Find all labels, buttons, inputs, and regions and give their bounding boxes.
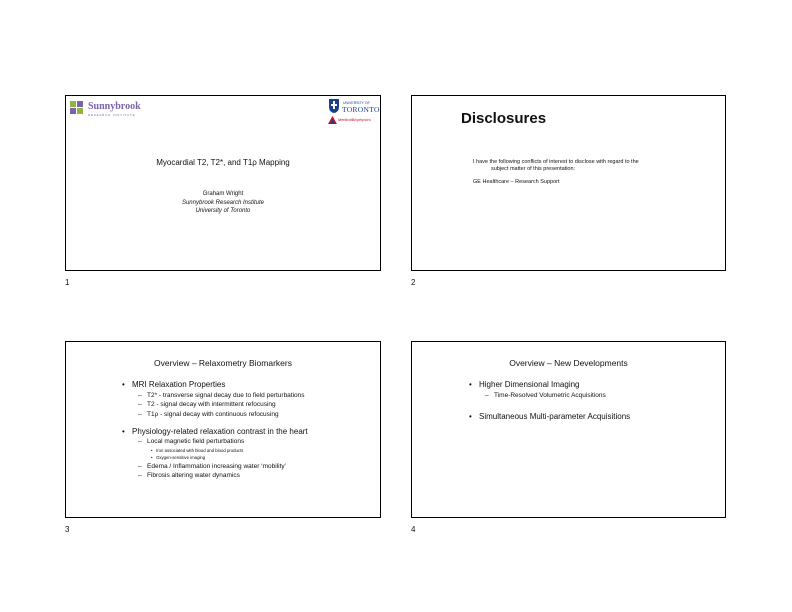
sub-bullet: – T1ρ - signal decay with continuous refocusing bbox=[122, 411, 372, 418]
slide-3-title: Overview – Relaxometry Biomarkers bbox=[154, 358, 292, 368]
slide-3-number: 3 bbox=[65, 525, 70, 534]
bullet: • Simultaneous Multi-parameter Acquisitions bbox=[469, 412, 719, 421]
sub-sub-bullet: • Oxygen-sensitive imaging bbox=[122, 455, 372, 460]
sub-bullet: – T2* - transverse signal decay due to field perturbations bbox=[122, 392, 372, 399]
sub-bullet: – T2 - signal decay with intermittent refocusing bbox=[122, 401, 372, 408]
biophysics-emblem-icon bbox=[328, 116, 337, 124]
slide-2-body bbox=[473, 159, 713, 186]
sub-bullet: – Time-Resolved Volumetric Acquisitions bbox=[469, 392, 719, 399]
slide-3-bullets bbox=[122, 380, 372, 479]
slide-4-number: 4 bbox=[411, 525, 416, 534]
uoft-crest-icon bbox=[328, 98, 340, 114]
medical-biophysics-text: MedicalBiophysics bbox=[338, 117, 371, 122]
uoft-logo bbox=[328, 97, 382, 129]
slide-3 bbox=[65, 341, 381, 518]
slide-1 bbox=[65, 95, 381, 271]
slide-4-bullets bbox=[469, 380, 719, 421]
sub-bullet: – Edema / Inflammation increasing water ‘mobility’ bbox=[122, 463, 372, 470]
slide-4 bbox=[411, 341, 726, 518]
bullet: • Higher Dimensional Imaging bbox=[469, 380, 719, 389]
bullet: • MRI Relaxation Properties bbox=[122, 380, 372, 389]
author-university: University of Toronto bbox=[195, 208, 251, 214]
slide-1-number: 1 bbox=[65, 278, 70, 287]
disclosure-line-1-cont: subject matter of this presentation: bbox=[491, 165, 576, 172]
author-name: Graham Wright bbox=[202, 191, 244, 197]
sub-sub-bullet: • Iron associated with blood and blood products bbox=[122, 448, 372, 453]
sunnybrook-subtitle: RESEARCH INSTITUTE bbox=[88, 113, 136, 117]
slide-2-title: Disclosures bbox=[461, 110, 547, 127]
disclosure-line-1: I have the following conflicts of interest to disclose with regard to the bbox=[473, 159, 639, 165]
sub-bullet: – Local magnetic field perturbations bbox=[122, 438, 372, 445]
sunnybrook-wordmark: Sunnybrook bbox=[88, 101, 141, 112]
slide-1-title: Myocardial T2, T2*, and T1ρ Mapping bbox=[156, 158, 290, 167]
slide-2 bbox=[411, 95, 726, 271]
uoft-small-text: UNIVERSITY OF bbox=[343, 101, 370, 105]
uoft-wordmark: TORONTO bbox=[342, 105, 380, 114]
slide-1-author-block bbox=[66, 190, 380, 216]
sub-bullet: – Fibrosis altering water dynamics bbox=[122, 472, 372, 479]
slide-4-title: Overview – New Developments bbox=[509, 358, 628, 368]
sunnybrook-leaf-icon bbox=[70, 101, 84, 115]
disclosure-line-2: GE Healthcare – Research Support bbox=[473, 179, 560, 185]
bullet: • Physiology-related relaxation contrast in the heart bbox=[122, 427, 372, 436]
slide-2-number: 2 bbox=[411, 278, 416, 287]
author-institute: Sunnybrook Research Institute bbox=[181, 199, 265, 206]
